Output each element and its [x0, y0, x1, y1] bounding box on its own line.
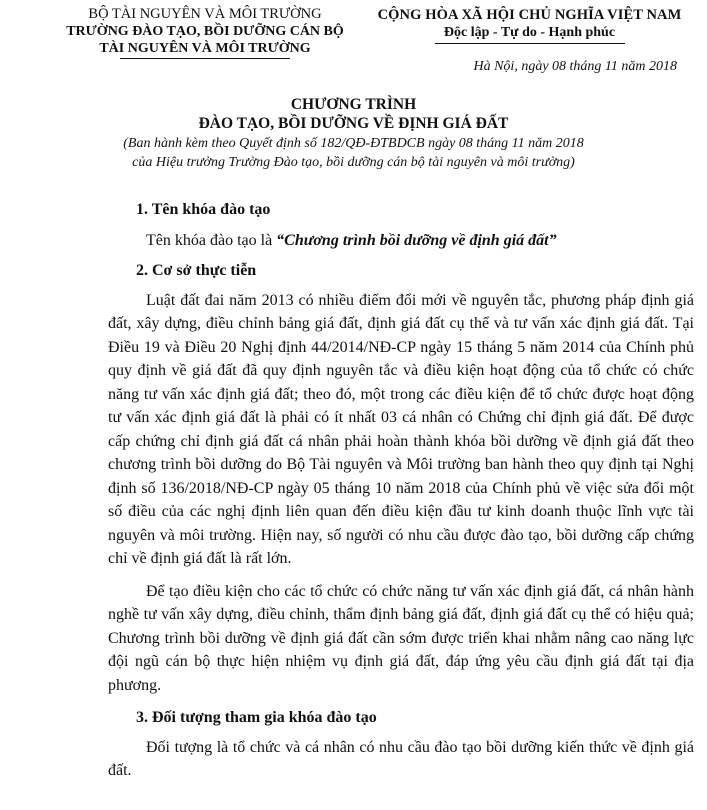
section-2-heading: 2. Cơ sở thực tiễn — [136, 262, 257, 279]
course-name: “Chương trình bồi dưỡng về định giá đất” — [276, 231, 557, 249]
issue-date: Hà Nội, ngày 08 tháng 11 năm 2018 — [473, 59, 677, 74]
document-subject: ĐÀO TẠO, BỒI DƯỠNG VỀ ĐỊNH GIÁ ĐẤT — [198, 115, 509, 132]
school-name-line2: TÀI NGUYÊN VÀ MÔI TRƯỜNG — [99, 41, 311, 56]
document-title-block — [0, 96, 707, 172]
section-3-heading: 3. Đối tượng tham gia khóa đào tạo — [136, 709, 377, 726]
ministry-name: BỘ TÀI NGUYÊN VÀ MÔI TRƯỜNG — [88, 6, 322, 22]
section-2-paragraph-1: Luật đất đai năm 2013 có nhiều điểm đổi mới về nguyên tắc, phương pháp định giá đất, xây dựng, điều chỉnh bảng giá đất, định giá đất cụ thể và tư vấn xác định giá đất. Tại Điều 19 và Điều 20 Nghị định 44/2014/NĐ-CP ngày 15 tháng 5 năm 2014 của Chính phủ quy định về giá đất đã quy định nguyên tắc và điều kiện hoạt động của tổ chức có chức năng tư vấn xác định giá đất; theo đó, một trong các điều kiện để tổ chức được hoạt động tư vấn xác định giá đất là phải có ít nhất 03 cá nhân có Chứng chỉ định giá đất. Để được cấp chứng chỉ định giá đất cá nhân phải hoàn thành khóa bồi dưỡng về định giá đất theo chương trình bồi dưỡng do Bộ Tài nguyên và Môi trường ban hành theo quy định tại Nghị định số 136/2018/NĐ-CP ngày 05 tháng 10 năm 2018 của Chính phủ về việc sửa đổi một số điều của các nghị định liên quan đến điều kiện đầu tư kinh doanh thuộc lĩnh vực tài nguyên và môi trường. Hiện nay, số người có nhu cầu được đào tạo, bồi dưỡng cấp chứng chỉ về định giá đất là rất lớn. — [108, 291, 694, 567]
issuing-agency — [55, 6, 355, 59]
section-2-paragraph-2: Để tạo điều kiện cho các tổ chức có chức năng tư vấn xác định giá đất, cá nhân hành nghề tư vấn xây dựng, điều chỉnh, thẩm định bảng giá đất, định giá đất cụ thể có hiệu quả; Chương trình bồi dưỡng về định giá đất cần sớm được triển khai nhằm nâng cao năng lực đội ngũ cán bộ thực hiện nhiệm vụ định giá đất, đáp ứng yêu cầu định giá đất tại địa phương. — [108, 582, 694, 694]
course-name-prefix: Tên khóa đào tạo là — [146, 231, 277, 249]
issuance-note-line2: của Hiệu trưởng Trường Đào tạo, bồi dưỡng cán bộ tài nguyên và môi trường) — [132, 155, 575, 170]
document-header — [0, 6, 707, 66]
agency-underline — [120, 58, 290, 59]
issuance-note-line1: (Ban hành kèm theo Quyết định số 182/QĐ-ĐTBDCB ngày 08 tháng 11 năm 2018 — [123, 136, 584, 151]
section-3-paragraph-1: Đối tượng là tổ chức và cá nhân có nhu cầu đào tạo bồi dưỡng kiến thức về định giá đất. — [108, 738, 694, 779]
section-1-heading: 1. Tên khóa đào tạo — [136, 201, 271, 218]
document-body — [108, 198, 694, 783]
motto-underline — [435, 43, 625, 44]
section-1-text — [108, 229, 694, 253]
motto: Độc lập - Tự do - Hạnh phúc — [443, 25, 616, 40]
document-title: CHƯƠNG TRÌNH — [290, 96, 417, 113]
school-name-line1: TRƯỜNG ĐÀO TẠO, BỒI DƯỠNG CÁN BỘ — [66, 24, 344, 39]
national-motto — [362, 6, 697, 44]
country-name: CỘNG HÒA XÃ HỘI CHỦ NGHĨA VIỆT NAM — [377, 7, 682, 23]
